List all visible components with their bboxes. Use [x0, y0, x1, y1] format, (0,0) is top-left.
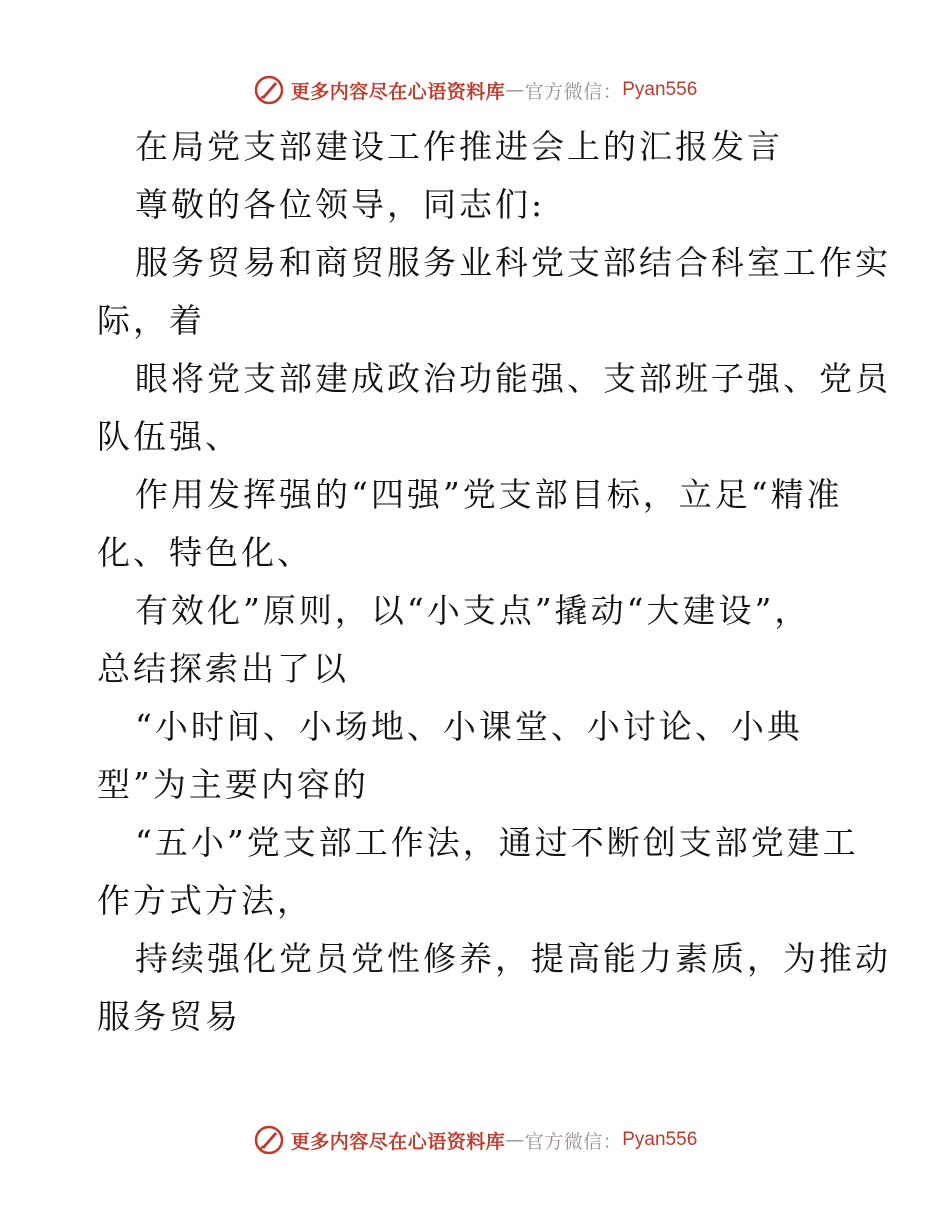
document-title: 在局党支部建设工作推进会上的汇报发言 [135, 127, 783, 166]
banner-brand-text: 更多内容尽在心语资料库 [290, 80, 506, 103]
text-line: 型”为主要内容的 [97, 765, 369, 804]
banner-wechat-id: Pyan556 [622, 1129, 698, 1150]
text-line: 持续强化党员党性修养，提高能力素质，为推动 [135, 939, 891, 978]
header-banner [0, 73, 950, 107]
text-line: 化、特色化、 [97, 533, 313, 572]
text-line: 队伍强、 [97, 417, 241, 456]
banner-wechat-label: 官方微信： [524, 80, 623, 103]
banner-dash: — [505, 1129, 525, 1151]
text-line: “五小”党支部工作法，通过不断创支部党建工 [135, 823, 859, 862]
salutation: 尊敬的各位领导，同志们: [135, 185, 546, 224]
text-line: 总结探索出了以 [97, 649, 349, 688]
document-body [97, 118, 891, 1046]
banner-wechat-label: 官方微信： [524, 1130, 623, 1153]
banner-brand-text: 更多内容尽在心语资料库 [290, 1130, 506, 1153]
text-line: 作用发挥强的“四强”党支部目标，立足“精准 [135, 475, 843, 514]
banner-wechat-id: Pyan556 [622, 79, 698, 100]
text-line: “小时间、小场地、小课堂、小讨论、小典 [135, 707, 803, 746]
text-line: 眼将党支部建成政治功能强、支部班子强、党员 [135, 359, 891, 398]
quill-circle-icon [253, 1124, 285, 1156]
text-line: 有效化”原则，以“小支点”撬动“大建设”， [135, 591, 811, 630]
banner-dash: — [505, 79, 525, 101]
text-line: 作方式方法， [97, 881, 313, 920]
text-line: 服务贸易和商贸服务业科党支部结合科室工作实 [135, 243, 891, 282]
text-line: 际，着 [97, 301, 205, 340]
text-line: 服务贸易 [97, 997, 241, 1036]
quill-circle-icon [253, 74, 285, 106]
footer-banner [0, 1123, 950, 1157]
